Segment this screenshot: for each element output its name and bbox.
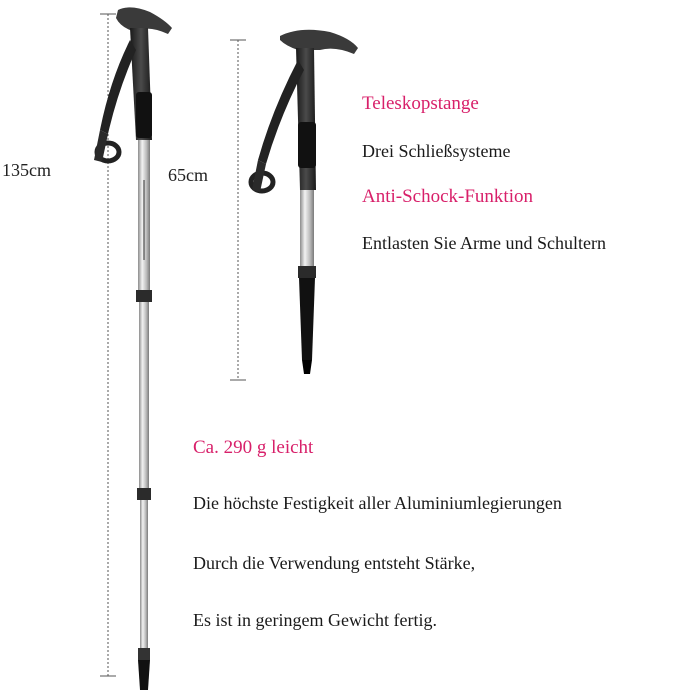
feature-usage: Durch die Verwendung entsteht Stärke, (193, 553, 476, 573)
long-length-label: 135cm (2, 160, 51, 180)
feature-locks: Drei Schließsysteme (362, 141, 511, 161)
feature-weight: Ca. 290 g leicht (193, 437, 314, 458)
feature-lightweight: Es ist in geringem Gewicht fertig. (193, 610, 437, 630)
feature-antishock: Anti-Schock-Funktion (362, 186, 533, 207)
feature-strength: Die höchste Festigkeit aller Aluminiumlegierungen (193, 493, 562, 513)
extended-pole (94, 7, 172, 690)
short-length-label: 65cm (168, 165, 208, 185)
short-dimension-line (230, 40, 246, 380)
feature-relief: Entlasten Sie Arme und Schultern (362, 233, 606, 253)
collapsed-pole (251, 30, 358, 374)
feature-telescopic: Teleskopstange (362, 93, 479, 114)
